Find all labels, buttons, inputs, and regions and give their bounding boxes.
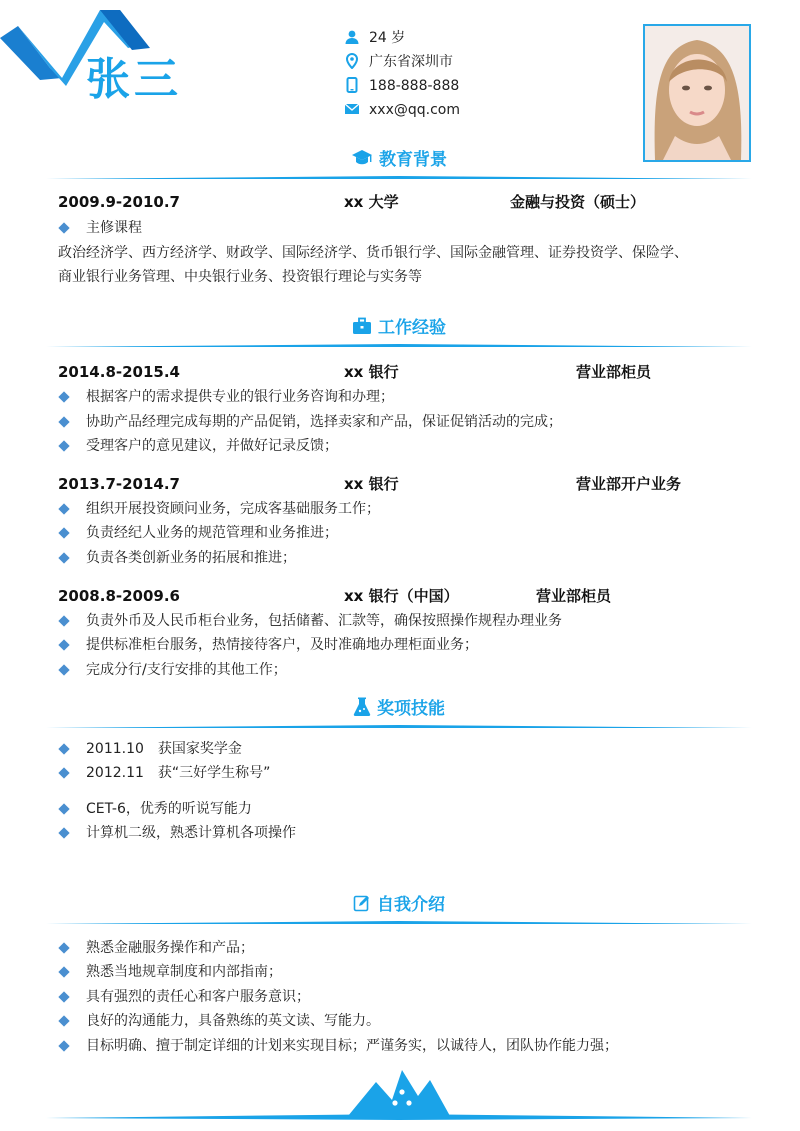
job-period: 2013.7-2014.7 xyxy=(58,475,180,493)
skill-item: CET-6，优秀的听说写能力 xyxy=(86,801,252,817)
candidate-name: 张三 xyxy=(86,54,182,105)
bullet-diamond-icon xyxy=(58,803,69,814)
job-duty: 协助产品经理完成每期的产品促销，选择卖家和产品，保证促销活动的完成； xyxy=(86,414,562,430)
education-major: 金融与投资（硕士） xyxy=(510,193,646,211)
award-item: 2011.10 获国家奖学金 xyxy=(86,741,242,757)
job-duty: 受理客户的意见建议，并做好记录反馈； xyxy=(86,438,338,454)
work-section-header xyxy=(46,316,752,356)
mail-icon xyxy=(344,101,360,117)
bullet-diamond-icon xyxy=(58,966,69,977)
bullet-diamond-icon xyxy=(58,416,69,427)
list-item xyxy=(58,798,738,820)
list-item xyxy=(58,547,738,569)
list-item xyxy=(58,217,358,239)
list-item xyxy=(58,822,738,844)
list-item xyxy=(58,961,738,983)
phone-text: 188-888-888 xyxy=(369,78,460,94)
bullet-diamond-icon xyxy=(58,440,69,451)
about-item: 熟悉当地规章制度和内部指南； xyxy=(86,964,282,980)
flask-icon xyxy=(353,697,371,717)
work-title: 工作经验 xyxy=(378,318,446,338)
section-divider xyxy=(46,725,752,728)
education-section-header xyxy=(46,148,752,188)
bullet-diamond-icon xyxy=(58,222,69,233)
list-item xyxy=(58,738,738,760)
courses-label: 主修课程 xyxy=(86,220,142,236)
job-company: xx 银行 xyxy=(344,363,399,381)
bullet-diamond-icon xyxy=(58,942,69,953)
bullet-diamond-icon xyxy=(58,503,69,514)
awards-section-header xyxy=(46,697,752,737)
list-item xyxy=(58,1010,738,1032)
footer-mountain-graphic xyxy=(46,1070,752,1120)
skill-item: 计算机二级，熟悉计算机各项操作 xyxy=(86,825,296,841)
list-item xyxy=(58,411,738,433)
location-pin-icon xyxy=(344,53,360,69)
job-period: 2008.8-2009.6 xyxy=(58,587,180,605)
education-title: 教育背景 xyxy=(379,150,447,170)
email-text: xxx@qq.com xyxy=(369,102,460,118)
job-duty: 组织开展投资顾问业务，完成客基础服务工作； xyxy=(86,501,380,517)
briefcase-icon xyxy=(352,317,372,335)
job-duty: 完成分行/支行安排的其他工作； xyxy=(86,662,287,678)
courses-line: 商业银行业务管理、中央银行业务、投资银行理论与实务等 xyxy=(58,269,422,285)
list-item xyxy=(58,634,738,656)
bullet-diamond-icon xyxy=(58,664,69,675)
job-duty: 负责经纪人业务的规范管理和业务推进； xyxy=(86,525,338,541)
edit-icon xyxy=(353,894,371,912)
job-role: 营业部开户业务 xyxy=(576,475,682,493)
profile-photo xyxy=(643,24,751,162)
education-school: xx 大学 xyxy=(344,193,399,211)
email-row xyxy=(344,100,544,120)
list-item xyxy=(58,1035,738,1057)
job-entry-header xyxy=(58,473,738,495)
education-period: 2009.9-2010.7 xyxy=(58,193,180,211)
job-duty: 负责各类创新业务的拓展和推进； xyxy=(86,550,296,566)
section-divider xyxy=(46,176,752,179)
section-divider xyxy=(46,344,752,347)
bullet-diamond-icon xyxy=(58,991,69,1002)
job-role: 营业部柜员 xyxy=(576,363,652,381)
bullet-diamond-icon xyxy=(58,615,69,626)
awards-title: 奖项技能 xyxy=(377,699,445,719)
about-item: 目标明确、擅于制定详细的计划来实现目标；严谨务实，以诚待人，团队协作能力强； xyxy=(86,1038,618,1054)
bullet-diamond-icon xyxy=(58,743,69,754)
job-company: xx 银行（中国） xyxy=(344,587,459,605)
job-company: xx 银行 xyxy=(344,475,399,493)
job-period: 2014.8-2015.4 xyxy=(58,363,180,381)
list-item xyxy=(58,498,738,520)
location-row xyxy=(344,52,544,72)
list-item xyxy=(58,435,738,457)
bullet-diamond-icon xyxy=(58,827,69,838)
education-entry-header xyxy=(58,191,738,213)
job-role: 营业部柜员 xyxy=(536,587,612,605)
bullet-diamond-icon xyxy=(58,1015,69,1026)
about-item: 具有强烈的责任心和客户服务意识； xyxy=(86,989,310,1005)
about-title: 自我介绍 xyxy=(377,895,445,915)
about-item: 良好的沟通能力，具备熟练的英文读、写能力。 xyxy=(86,1013,380,1029)
job-duty: 根据客户的需求提供专业的银行业务咨询和办理； xyxy=(86,389,394,405)
list-item xyxy=(58,762,738,784)
job-duty: 负责外币及人民币柜台业务，包括储蓄、汇款等，确保按照操作规程办理业务 xyxy=(86,613,562,629)
list-item xyxy=(58,986,738,1008)
job-entry-header xyxy=(58,585,738,607)
bullet-diamond-icon xyxy=(58,527,69,538)
bullet-diamond-icon xyxy=(58,767,69,778)
phone-row xyxy=(344,76,544,96)
about-item: 熟悉金融服务操作和产品； xyxy=(86,940,254,956)
award-item: 2012.11 获“三好学生称号” xyxy=(86,765,271,781)
list-item xyxy=(58,937,738,959)
graduation-cap-icon xyxy=(351,149,373,167)
courses-line: 政治经济学、西方经济学、财政学、国际经济学、货币银行学、国际金融管理、证券投资学、保险学、 xyxy=(58,245,688,261)
person-icon xyxy=(344,29,360,45)
bullet-diamond-icon xyxy=(58,1040,69,1051)
list-item xyxy=(58,659,738,681)
list-item xyxy=(58,386,738,408)
bullet-diamond-icon xyxy=(58,552,69,563)
bullet-diamond-icon xyxy=(58,391,69,402)
age-row xyxy=(344,28,544,48)
list-item xyxy=(58,522,738,544)
list-item xyxy=(58,610,738,632)
job-entry-header xyxy=(58,361,738,383)
bullet-diamond-icon xyxy=(58,639,69,650)
job-duty: 提供标准柜台服务，热情接待客户，及时准确地办理柜面业务； xyxy=(86,637,478,653)
section-divider xyxy=(46,921,752,924)
age-text: 24 岁 xyxy=(369,30,406,46)
location-text: 广东省深圳市 xyxy=(369,54,453,70)
phone-icon xyxy=(344,77,360,93)
about-section-header xyxy=(46,893,752,933)
